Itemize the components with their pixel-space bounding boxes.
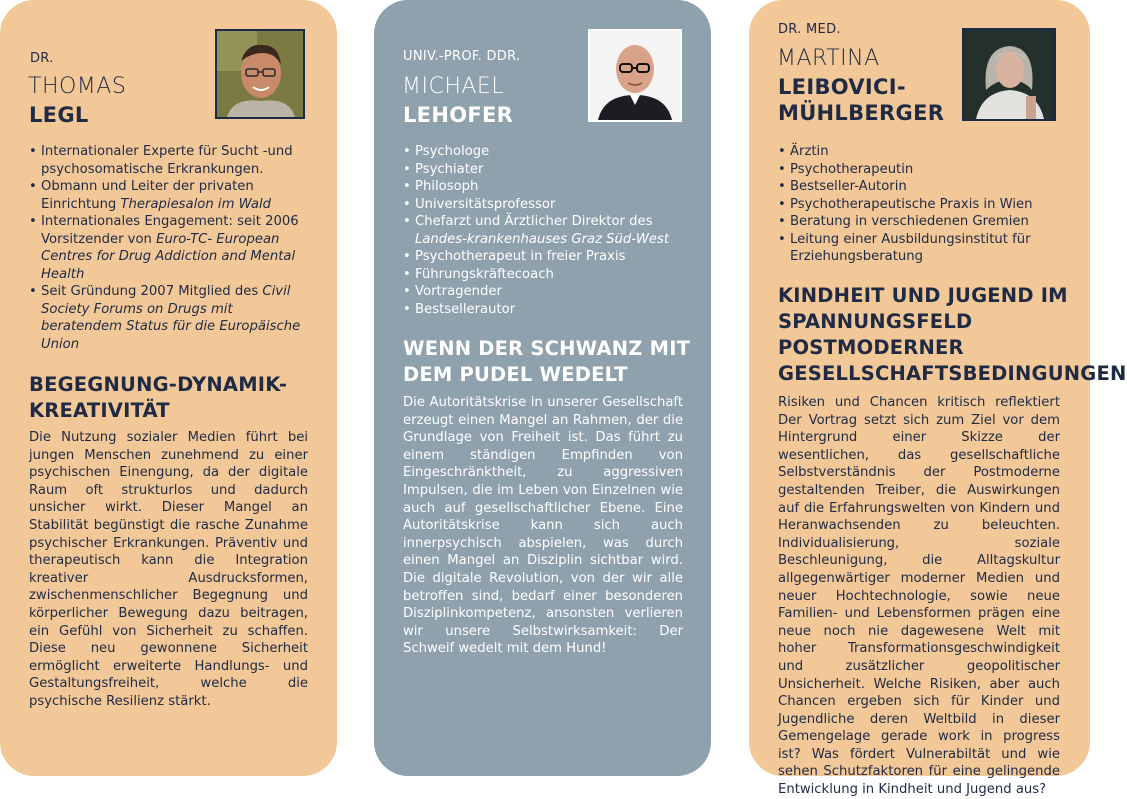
list-item: • Universitätsprofessor <box>403 196 693 214</box>
speaker-bullet-list <box>778 143 1068 266</box>
speaker-card-legl <box>0 0 337 776</box>
speaker-first-name: MARTINA <box>777 46 880 71</box>
list-item: • Psychotherapeutische Praxis in Wien <box>778 196 1068 214</box>
talk-heading: KINDHEIT UND JUGEND IM SPANNUNGSFELD POSTMODERNER GESELLSCHAFTSBEDINGUNGEN <box>778 284 1127 385</box>
portrait-bald-man-glasses-icon <box>590 31 680 120</box>
speaker-last-name: LEIBOVICI-MÜHLBERGER <box>778 75 945 125</box>
speaker-title: DR. MED. <box>778 22 841 37</box>
speaker-photo <box>962 28 1056 121</box>
speaker-bullet-list <box>403 143 693 318</box>
talk-abstract: Risiken und Chancen kritisch reflektiert Der Vortrag setzt sich zum Ziel vor dem Hintergrund einer Skizze der wesentlichen, das gesellschaftliche Selbstverständnis der Postmoderne gestaltenden Treiber, die Auswirkungen auf die Erfahrungswelten von Kindern und Heranwachsenden zu beleuchten. Individualisierung, soziale Beschleunigung, die Alltagskultur allgegenwärtiger moderner Medien und neuer Hochtechnologie, sowie neue Familien- und Lebensformen prägen eine neue noch nie dagewesene Welt mit hoher Transformationsgeschwindigkeit und zusätzlicher geopolitischer Unsicherheit. Welche Risiken, aber auch Chancen ergeben sich für Kinder und Jugendliche deren Weltbild in dieser Gemengelage gerade work in progress ist? Was fördert Vulnerabiltät und wie sehen Schutzfaktoren für eine gelingende Entwicklung in Kindheit und Jugend aus? <box>778 395 1060 798</box>
list-item: • Philosoph <box>403 178 693 196</box>
list-item: • Psychologe <box>403 143 693 161</box>
list-item: • Führungskräftecoach <box>403 266 693 284</box>
list-item: • Psychotherapeutin <box>778 161 1068 179</box>
list-item: • Internationales Engagement: seit 2006 Vorsitzender von Euro-TC- European Centres for Drug Addiction and Mental Health <box>29 213 314 283</box>
talk-heading: WENN DER SCHWANZ MIT DEM PUDEL WEDELT <box>403 337 691 386</box>
list-item: • Psychotherapeut in freier Praxis <box>403 248 693 266</box>
speaker-card-leibovici <box>749 0 1127 798</box>
talk-heading: BEGEGNUNG-DYNAMIK-KREATIVITÄT <box>29 373 288 422</box>
list-item: • Bestseller-Autorin <box>778 178 1068 196</box>
portrait-man-glasses-icon <box>217 31 303 117</box>
speaker-first-name: MICHAEL <box>402 74 505 99</box>
list-item: • Vortragender <box>403 283 693 301</box>
list-item: • Beratung in verschiedenen Gremien <box>778 213 1068 231</box>
speaker-bullet-list <box>29 143 314 353</box>
talk-abstract: Die Nutzung sozialer Medien führt bei jungen Menschen zunehmend zu einer psychischen Einengung, da der digitale Raum oft strukturlos und dadurch unsicher wirkt. Dieser Mangel an Stabilität begünstigt die rasche Zunahme psychischer Erkrankungen. Präventiv und therapeutisch kann die Integration kreativer Ausdrucksformen, zwischenmenschlicher Begegnung und körperlicher Bewegung dazu beitragen, ein Gefühl von Sicherheit zu schaffen. Diese neu gewonnene Sicherheit ermöglicht erweiterte Handlungs- und Gestaltungsfreiheit, welche die psychische Resilienz stärkt. <box>29 430 308 709</box>
list-item: • Bestsellerautor <box>403 301 693 319</box>
speaker-title: UNIV.-PROF. DDR. <box>403 49 521 64</box>
speaker-card-lehofer <box>374 0 711 776</box>
speaker-title: DR. <box>30 51 54 66</box>
list-item: • Internationaler Experte für Sucht -und psychosomatische Erkrankungen. <box>29 143 314 178</box>
speaker-last-name: LEHOFER <box>403 103 514 127</box>
list-item: • Leitung einer Ausbildungsinstitut für Erziehungsberatung <box>778 231 1068 266</box>
list-item: • Seit Gründung 2007 Mitglied des Civil Society Forums on Drugs mit beratendem Status für die Europäische Union <box>29 283 314 353</box>
speaker-photo <box>215 29 305 119</box>
talk-abstract: Die Autoritätskrise in unserer Gesellschaft erzeugt einen Mangel an Rahmen, der die Grundlage von Freiheit ist. Das führt zu einem ständigen Empfinden von Eingeschränktheit, zu aggressiven Impulsen, die im Leben von Einzelnen wie auch auf gesellschaftlicher Ebene. Eine Autoritätskrise kann sich auch innerpsychisch abspielen, was durch einen Mangel an Disziplin sichtbar wird. Die digitale Revolution, von der wir alle betroffen sind, bedarf einer besonderen Disziplinkompetenz, ansonsten verlieren wir unsere Selbstwirksamkeit: Der Schweif wedelt mit dem Hund! <box>403 395 683 657</box>
speaker-last-name: LEGL <box>29 103 89 127</box>
speaker-first-name: THOMAS <box>28 74 127 99</box>
portrait-woman-grey-hair-icon <box>964 30 1054 119</box>
list-item: • Psychiater <box>403 161 693 179</box>
speaker-photo <box>588 29 682 122</box>
list-item: • Chefarzt und Ärztlicher Direktor des Landes-krankenhauses Graz Süd-West <box>403 213 693 248</box>
list-item: • Obmann und Leiter der privaten Einrichtung Therapiesalon im Wald <box>29 178 314 213</box>
list-item: • Ärztin <box>778 143 1068 161</box>
